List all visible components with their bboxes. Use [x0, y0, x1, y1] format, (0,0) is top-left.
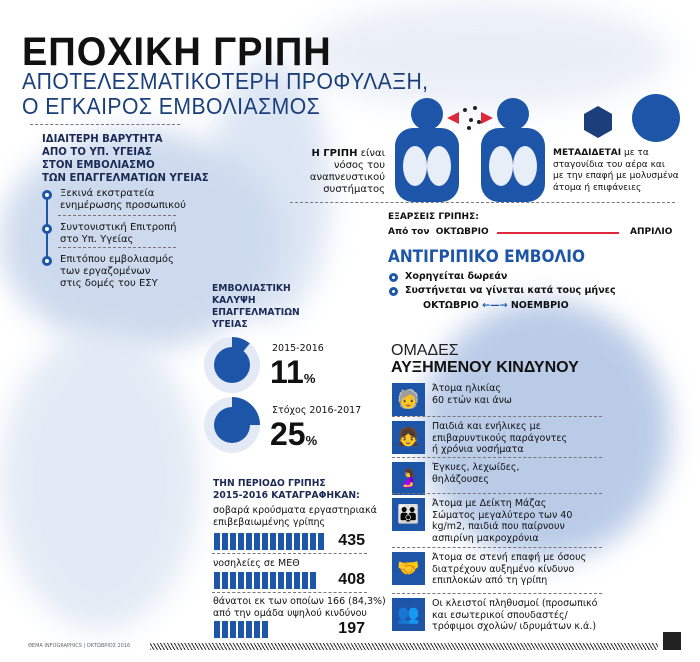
bar-segment [302, 533, 308, 550]
footer-hatch [150, 643, 658, 650]
child-icon: 👧 [392, 421, 425, 454]
priority-item: Επιτόπου εμβολιασμός των εργαζομένων στις δομές του ΕΣΥ [60, 254, 174, 289]
vaccine-item: Χορηγείται δωρεάν [405, 271, 508, 282]
risk-group-text: Άτομα σε στενή επαφή με όσους διατρέχουν αυξημένο κίνδυνο επιπλοκών από τη γρίπη [432, 552, 587, 586]
season-heading: ΤΗΝ ΠΕΡΙΟΔΟ ΓΡΙΠΗΣ 2015-2016 ΚΑΤΑΓΡΑΦΗΚΑΝ: [213, 478, 360, 501]
donut-center [214, 347, 250, 383]
risk-heading-1: ΟΜΑΔΕΣ [391, 342, 459, 359]
divider [30, 124, 180, 125]
bar-segment [294, 572, 300, 589]
stat-bars [214, 572, 316, 589]
bar-segment [286, 572, 292, 589]
bar-segment [246, 533, 252, 550]
risk-group-text: Άτομα με Δείκτη Μάζας Σώματος μεγαλύτερο των 40 kg/m2, παιδιά που παίρνουν ασπιρίνη μακροχρόνια [432, 498, 573, 544]
divider [290, 202, 675, 203]
divider [212, 592, 367, 593]
coverage-donuts [202, 335, 264, 455]
target-value: 25% [270, 416, 318, 452]
bar-segment [238, 572, 244, 589]
bar-segment [262, 572, 268, 589]
caregiver-icon: 🤝 [392, 552, 425, 585]
outbreaks-label: ΕΞΑΡΣΕΙΣ ΓΡΙΠΗΣ: [388, 212, 479, 222]
bullet-icon [389, 273, 398, 282]
risk-group-text: Άτομα ηλικίας 60 ετών και άνω [432, 383, 512, 406]
transmission-info: ΜΕΤΑΔΙΔΕΤΑΙ με τα σταγονίδια του αέρα και με την επαφή με μολυσμένα άτομα ή επιφάνειες [553, 148, 679, 193]
bullet-icon [42, 224, 52, 234]
bar-segment [222, 572, 228, 589]
subtitle-line-2: Ο ΕΓΚΑΙΡΟΣ ΕΜΒΟΛΙΑΣΜΟΣ [22, 93, 321, 119]
donut-center [214, 407, 250, 443]
bar-segment [230, 572, 236, 589]
divider [392, 416, 602, 417]
bar-segment [230, 533, 236, 550]
outbreaks-end: ΑΠΡΙΛΙΟ [630, 227, 673, 237]
stat-value: 197 [338, 620, 365, 637]
vaccine-item: Συστήνεται να γίνεται κατά τους μήνες [405, 285, 616, 296]
stat-label: νοσηλείες σε ΜΕΘ [213, 558, 300, 569]
footer-credit: ΘΕΜΑ INFOGRAPHICS | ΟΚΤΩΒΡΙΟΣ 2016 [28, 643, 131, 649]
bar-segment [270, 572, 276, 589]
bullet-icon [389, 287, 398, 296]
bar-segment [278, 533, 284, 550]
stat-bars [214, 533, 324, 550]
bar-segment [214, 533, 220, 550]
bar-segment [294, 533, 300, 550]
bullet-icon [42, 190, 52, 200]
risk-group-text: Οι κλειστοί πληθυσμοί (προσωπικό και εσωτερικοί σπουδαστές/ τρόφιμοι σχολών/ ιδρυμάτων κ.ά.) [432, 598, 598, 632]
divider [392, 457, 602, 458]
virus-icon [578, 92, 688, 144]
obese-icon: 👪 [392, 498, 425, 531]
bar-segment [254, 572, 260, 589]
coat-image [0, 330, 200, 630]
outbreaks-period: Από τον ΟΚΤΩΒΡΙΟ [388, 227, 489, 237]
bar-segment [270, 533, 276, 550]
priority-heading: ΙΔΙΑΙΤΕΡΗ ΒΑΡΥΤΗΤΑ ΑΠΟ ΤΟ ΥΠ. ΥΓΕΙΑΣ ΣΤΟΝ ΕΜΒΟΛΙΑΣΜΟ ΤΩΝ ΕΠΑΓΓΕΛΜΑΤΙΩΝ ΥΓΕΙΑΣ [42, 132, 209, 184]
bar-segment [262, 533, 268, 550]
bar-segment [214, 572, 220, 589]
coverage-label: 2015-2016 [272, 343, 324, 354]
subtitle-line-1: ΑΠΟΤΕΛΕΣΜΑΤΙΚΟΤΕΡΗ ΠΡΟΦΥΛΑΞΗ, [22, 68, 429, 94]
risk-group-text: Έγκυες, λεχωίδες, θηλάζουσες [432, 462, 520, 485]
bar-segment [318, 533, 324, 550]
lungs-transmission-icon [385, 98, 555, 202]
bar-segment [262, 621, 268, 638]
logo-icon [663, 632, 681, 650]
divider [58, 247, 176, 248]
bar-segment [310, 572, 316, 589]
vaccine-title: ΑΝΤΙΓΡΙΠΙΚΟ ΕΜΒΟΛΙΟ [388, 247, 586, 267]
stat-value: 408 [338, 571, 365, 588]
divider [58, 215, 176, 216]
elderly-icon: 🧓 [392, 383, 425, 416]
page-title: ΕΠΟΧΙΚΗ ΓΡΙΠΗ [22, 30, 332, 74]
bar-segment [254, 621, 260, 638]
priority-item: Ξεκινά εκστρατεία ενημέρωσης προσωπικού [60, 188, 186, 211]
divider [212, 553, 367, 554]
bar-segment [302, 572, 308, 589]
bar-segment [238, 621, 244, 638]
coverage-value: 11% [270, 354, 316, 390]
divider [392, 593, 602, 594]
bar-segment [222, 621, 228, 638]
stat-label: θάνατοι εκ των οποίων 166 (84,3%) από την ομάδα υψηλού κινδύνου [213, 596, 386, 619]
group-icon: 👥 [392, 598, 425, 631]
red-arrow-icon [497, 232, 619, 234]
stat-bars [214, 621, 268, 638]
bar-segment [214, 621, 220, 638]
bar-segment [246, 621, 252, 638]
pregnant-icon: 🤰 [392, 462, 425, 495]
priority-item: Συντονιστική Επιτροπή στο Υπ. Υγείας [60, 222, 177, 245]
bar-segment [246, 572, 252, 589]
bar-segment [278, 572, 284, 589]
target-label: Στόχος 2016-2017 [272, 405, 362, 416]
risk-heading-2: ΑΥΞΗΜΕΝΟΥ ΚΙΝΔΥΝΟΥ [391, 359, 579, 376]
divider [392, 493, 602, 494]
coverage-heading: ΕΜΒΟΛΙΑΣΤΙΚΗ ΚΑΛΥΨΗ ΕΠΑΓΓΕΛΜΑΤΙΩΝ ΥΓΕΙΑΣ [212, 283, 300, 330]
divider [392, 547, 602, 548]
bar-segment [286, 533, 292, 550]
bar-segment [238, 533, 244, 550]
vaccine-months: ΟΚΤΩΒΡΙΟ ←—→ ΝΟΕΜΒΡΙΟ [423, 300, 569, 311]
bar-segment [230, 621, 236, 638]
stat-label: σοβαρά κρούσματα εργαστηριακά επιβεβαιωμένης γρίπης [213, 505, 377, 528]
stat-value: 435 [338, 532, 365, 549]
bar-segment [254, 533, 260, 550]
bar-segment [222, 533, 228, 550]
risk-group-text: Παιδιά και ενήλικες με επιβαρυντικούς παράγοντες ή χρόνια νοσήματα [432, 421, 568, 455]
flu-definition: Η ΓΡΙΠΗ είναι νόσος του αναπνευστικού συστήματος [309, 148, 385, 195]
bar-segment [310, 533, 316, 550]
bullet-icon [42, 256, 52, 266]
